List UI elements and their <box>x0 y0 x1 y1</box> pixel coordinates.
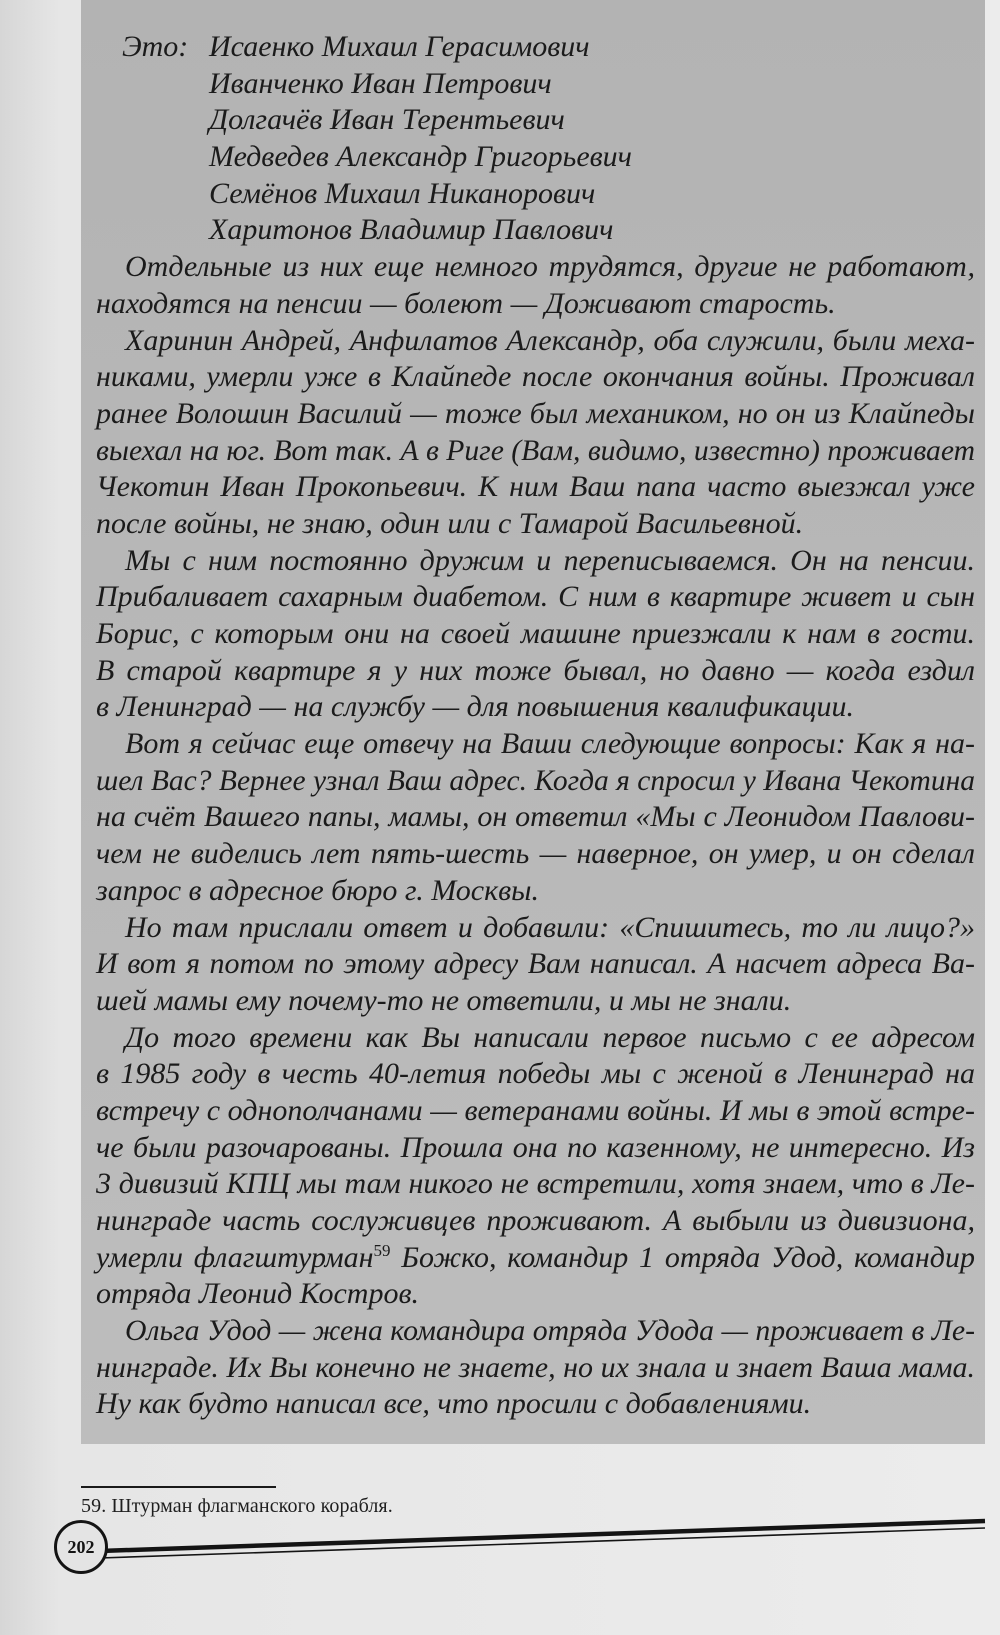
names-row <box>0 176 1000 213</box>
text-line: шей мамы ему почему-то не ответили, и мы не знали. <box>96 983 792 1017</box>
names-row <box>0 66 1000 103</box>
text-line: Прибаливает сахарным диабетом. С ним в квартире живет и сын <box>96 580 975 614</box>
name-entry: Иванченко Иван Петрович <box>209 66 552 100</box>
bottom-rule <box>0 1500 1000 1580</box>
footnote-marker: 59 <box>373 1240 391 1260</box>
text-line: Ольга Удод — жена командира отряда Удода — проживает в Ле- <box>125 1314 975 1348</box>
footnote-text: 59. Штурман флагманского корабля. <box>81 1495 393 1517</box>
text-line: Но там прислали ответ и добавили: «Спишитесь, то ли лицо?» <box>125 910 975 944</box>
text-line: отряда Леонид Костров. <box>96 1277 419 1311</box>
names-label: Это: <box>122 30 189 63</box>
text-line: встречу с однополчанами — ветеранами войны. И мы в этой встре- <box>96 1093 975 1127</box>
text-line: Чекотин Иван Прокопьевич. К ним Ваш папа часто выезжал уже <box>96 470 975 504</box>
text-line: Борис, с которым они на своей машине приезжали к нам в гости. <box>96 617 975 650</box>
names-row <box>0 29 1000 66</box>
text-line: на счёт Вашего папы, мамы, он ответил «Мы с Леонидом Павлови- <box>96 800 975 834</box>
text-line <box>96 1240 975 1277</box>
text-line: Мы с ним постоянно дружим и переписываемся. Он на пенсии. <box>125 543 975 577</box>
text-line: запрос в адресное бюро г. Москвы. <box>96 873 539 907</box>
footnote-rule <box>81 1486 276 1488</box>
text-line: И вот я потом по этому адресу Вам написал. А насчет адреса Ва- <box>96 947 975 981</box>
text-line: шел Вас? Вернее узнал Ваш адрес. Когда я спросил у Ивана Чекотина <box>96 763 975 797</box>
bottom-rule-thick <box>100 1521 985 1551</box>
name-entry: Медведев Александр Григорьевич <box>209 140 632 174</box>
text-line: че были разочарованы. Прошла она по казенному, не интересно. Из <box>96 1130 975 1164</box>
page-number <box>54 1520 108 1574</box>
text-line: 3 дивизий КПЦ мы там никого не встретили, хотя знаем, что в Ле- <box>96 1167 975 1201</box>
names-row <box>0 139 1000 176</box>
text-line: До того времени как Вы написали первое письмо с ее адресом <box>125 1020 975 1054</box>
text-line: после войны, не знаю, один или с Тамарой Васильевной. <box>96 506 804 540</box>
text-line: Отдельные из них еще немного трудятся, другие не работают, <box>125 250 975 284</box>
text-line: Ну как будто написал все, что просили с добавлениями. <box>96 1387 812 1421</box>
names-row <box>0 102 1000 139</box>
text-line: ранее Волошин Василий — тоже был механиком, но он из Клайпеды <box>96 396 975 430</box>
name-entry: Харитонов Владимир Павлович <box>209 213 614 247</box>
name-entry: Долгачёв Иван Терентьевич <box>209 103 565 137</box>
text-line: чем не виделись лет пять-шесть — наверное, он умер, и он сделал <box>96 837 975 871</box>
names-row <box>0 212 1000 249</box>
text-line: Вот я сейчас еще отвечу на Ваши следующие вопросы: Как я на- <box>125 727 975 761</box>
text-line: в 1985 году в честь 40-летия победы мы с женой в Ленинград на <box>96 1057 975 1091</box>
text-fragment: умерли флагштурман <box>96 1240 374 1274</box>
text-line: в Ленинград — на службу — для повышения квалификации. <box>96 690 854 724</box>
text-line: нинграде. Их Вы конечно не знаете, но их знала и знает Ваша мама. <box>96 1350 975 1384</box>
text-line: находятся на пенсии — болеют — Доживают старость. <box>96 286 836 320</box>
text-fragment: Божко, командир 1 отряда Удод, командир <box>390 1240 975 1274</box>
text-line: Харинин Андрей, Анфилатов Александр, оба служили, были меха- <box>125 323 975 357</box>
text-line: В старой квартире я у них тоже бывал, но давно — когда ездил <box>96 653 975 687</box>
name-entry: Исаенко Михаил Герасимович <box>209 30 590 63</box>
text-line: никами, умерли уже в Клайпеде после окончания войны. Проживал <box>96 360 975 394</box>
text-line: выехал на юг. Вот так. А в Риге (Вам, видимо, известно) проживает <box>96 433 975 467</box>
page-number-text: 202 <box>67 1536 95 1557</box>
text-line: нинграде часть сослуживцев проживают. А выбыли из дивизиона, <box>96 1204 975 1237</box>
letter-text <box>0 29 1000 1423</box>
name-entry: Семёнов Михаил Никанорович <box>209 176 596 210</box>
bottom-rule-thin <box>100 1528 985 1558</box>
